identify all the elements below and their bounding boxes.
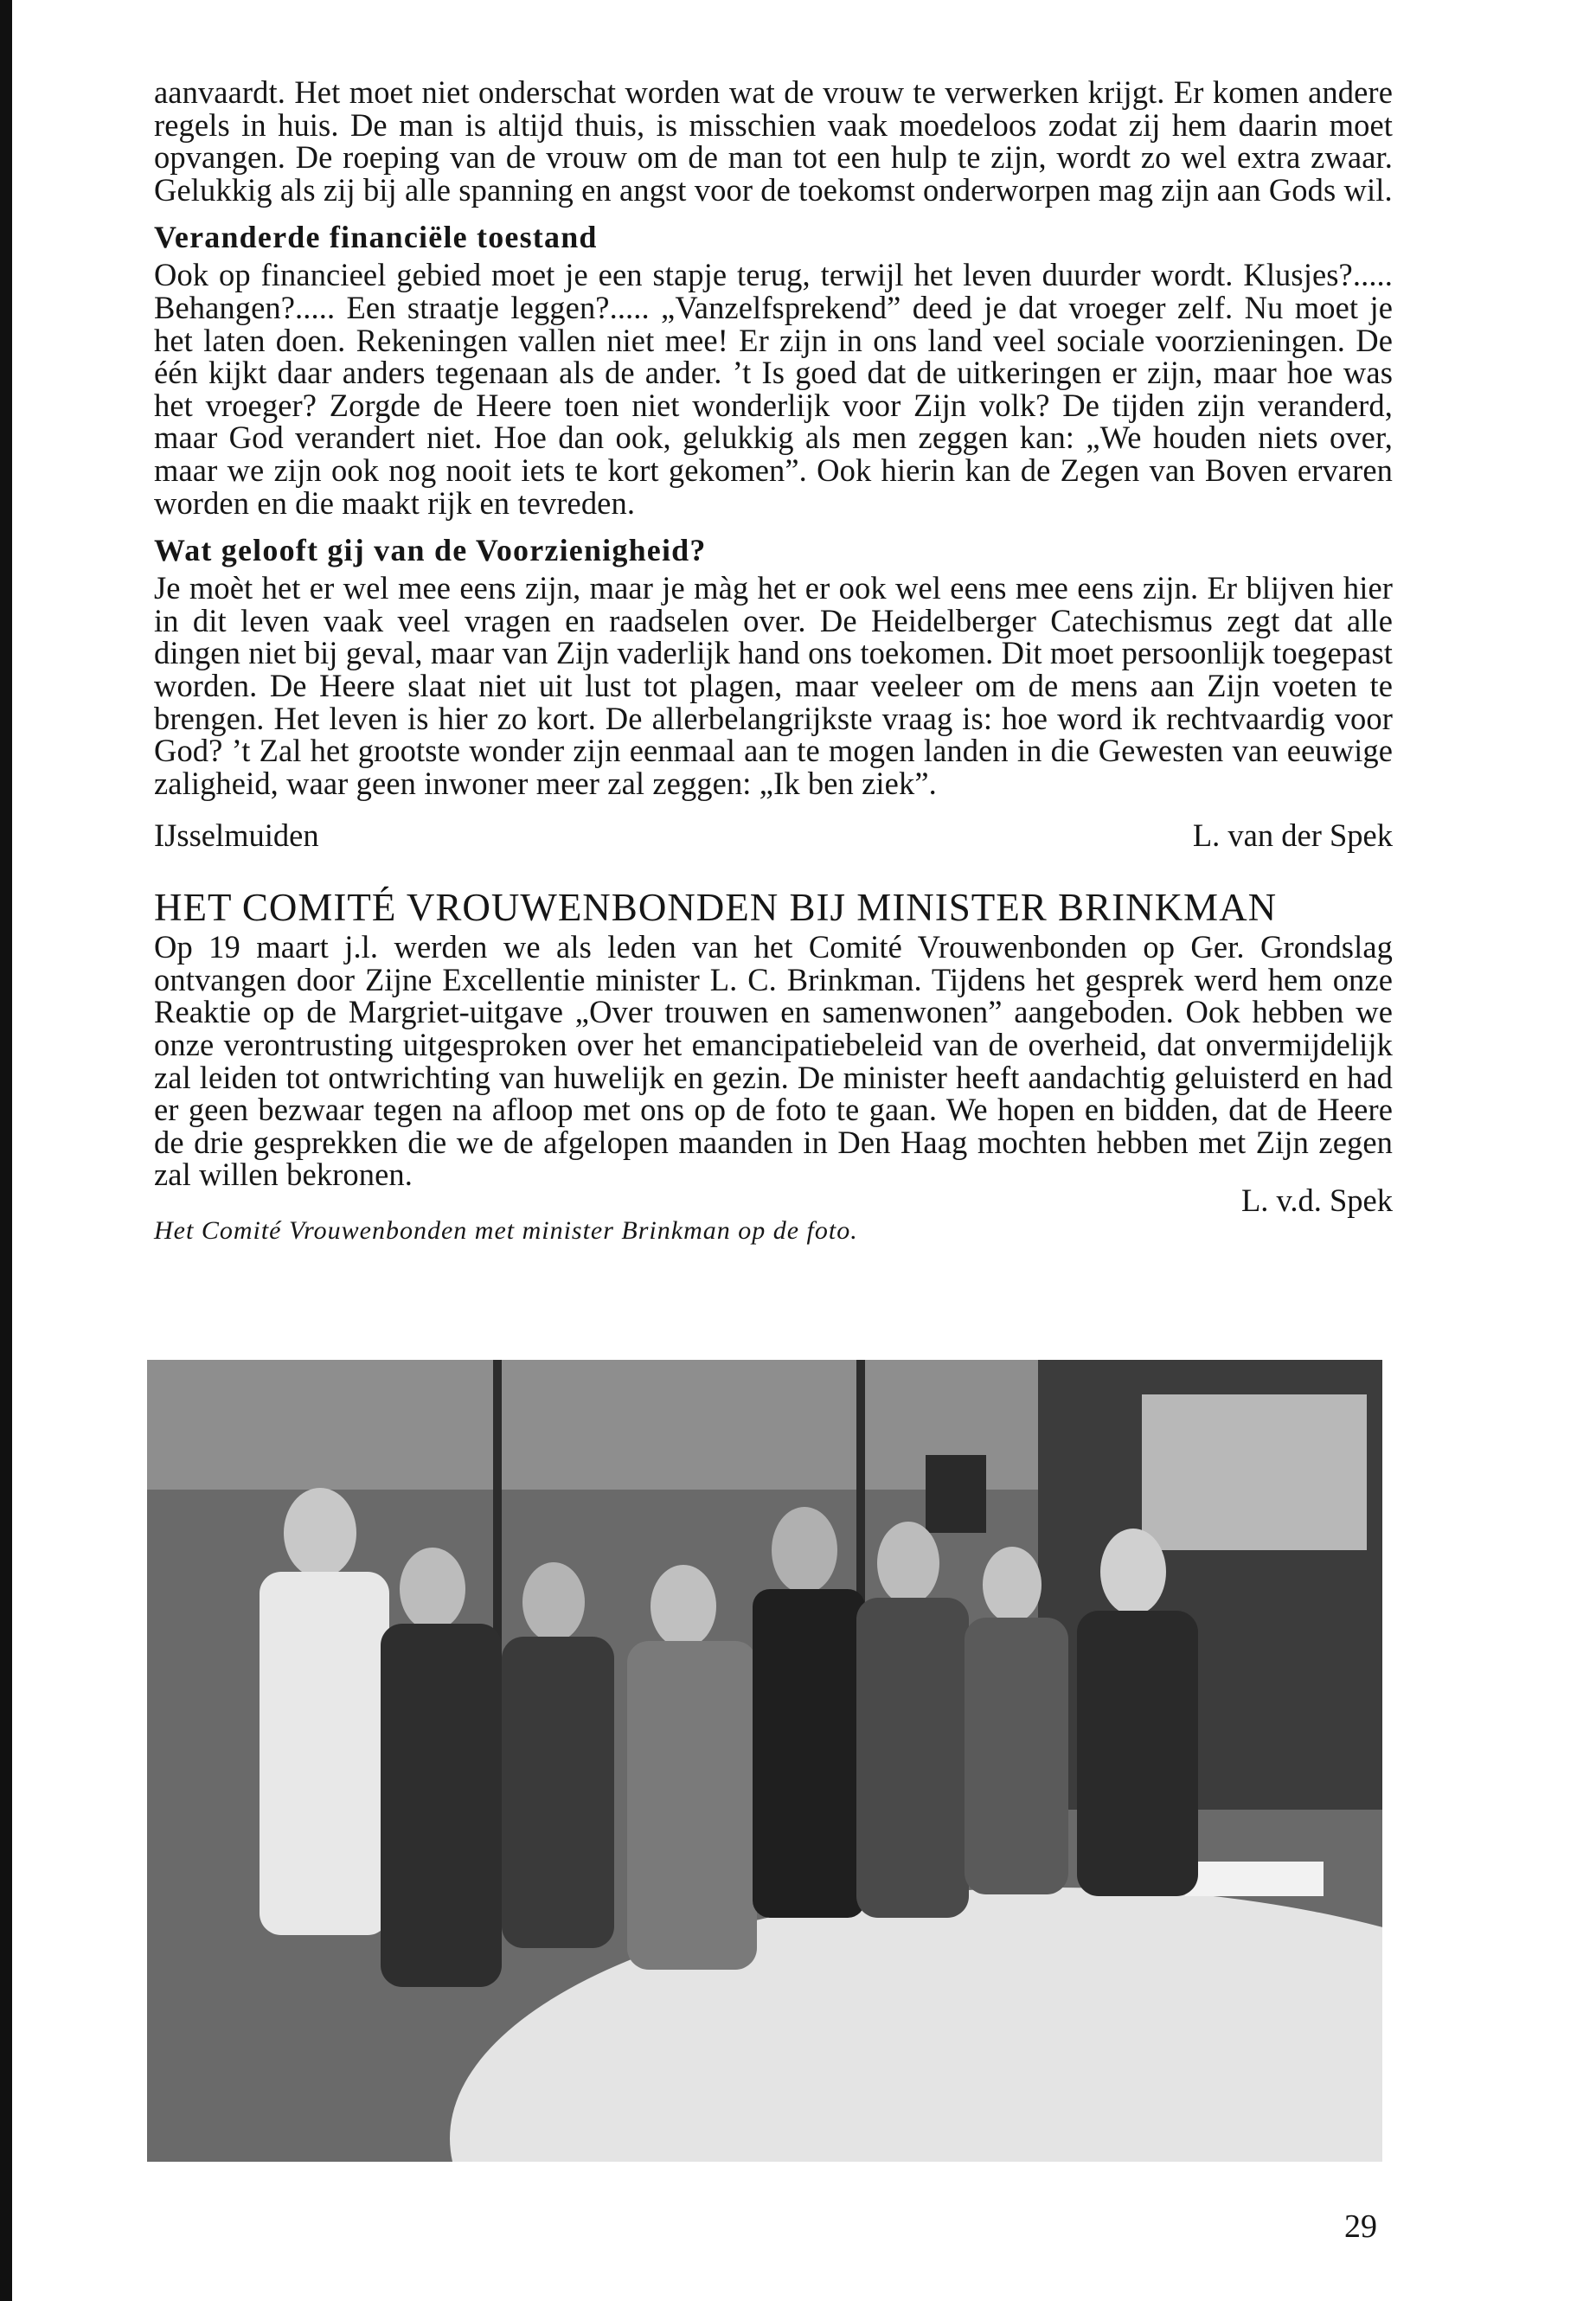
scan-edge [0,0,12,2301]
section-heading-providence: Wat gelooft gij van de Voorzienigheid? [154,533,707,568]
page-number: 29 [1344,2208,1377,2245]
signature-place: IJsselmuiden [154,817,319,854]
section-text-financial: Ook op financieel gebied moet je een stapje terug, terwijl het leven duurder wordt. Klusjes?..... Behangen?..... Een straatje leggen?..... „Vanzelfsprekend” deed je dat vroeger zelf. Nu moet je het laten doen. Rekeningen vallen niet mee! Er zijn in ons land veel sociale voorzieningen. De één kijkt daar anders tegenaan als de ander. ’t Is goed dat de uitkeringen er zijn, maar hoe was het vroeger? Zorgde de Heere toen niet wonderlijk voor Zijn volk? De tijden zijn veranderd, maar God verandert niet. Hoe dan ook, gelukkig als men zeggen kan: „We houden niets over, maar we zijn ook nog nooit iets te kort gekomen”. Ook hierin kan de Zegen van Boven ervaren worden en die maakt rijk en tevreden. [154,257,1393,521]
photo-caption: Het Comité Vrouwenbonden met minister Brinkman op de foto. [154,1216,858,1246]
page-content [154,76,1393,1247]
group-photo [147,1360,1382,2162]
signature-row [154,818,1393,853]
article-title: HET COMITÉ VROUWENBONDEN BIJ MINISTER BRINKMAN [154,886,1278,930]
section-text-providence: Je moèt het er wel mee eens zijn, maar je màg het er ook wel eens mee eens zijn. Er blijven hier in dit leven vaak veel vragen en raadselen over. De Heidelberger Catechismus zegt dat alle dingen niet bij geval, maar van Zijn vaderlijk hand ons toekomen. Dit moet persoonlijk toegepast worden. De Heere slaat niet uit lust tot plagen, maar veeleer om de mens aan Zijn voeten te brengen. Het leven is hier zo kort. De allerbelangrijkste vraag is: hoe word ik rechtvaardig voor God? ’t Zal het grootste wonder zijn eenmaal aan te mogen landen in die Gewesten van eeuwige zaligheid, waar geen inwoner meer zal zeggen: „Ik ben ziek”. [154,570,1393,801]
article-text: Op 19 maart j.l. werden we als leden van het Comité Vrouwenbonden op Ger. Grondslag ontvangen door Zijne Excellentie minister L. C. Brinkman. Tijdens het gesprek werd hem onze Reaktie op de Margriet-uitgave „Over trouwen en samenwonen” aangeboden. Ook hebben we onze verontrusting uitgesproken over het emancipatiebeleid van de overheid, dat onvermijdelijk zal leiden tot ontwrichting van huwelijk en gezin. De minister heeft aandachtig geluisterd en had er geen bezwaar tegen na afloop met ons op de foto te gaan. We hopen en bidden, dat de Heere de drie gesprekken die we de afgelopen maanden in Den Haag mochten hebben met Zijn zegen zal willen bekronen. [154,929,1393,1193]
group-photo-illustration [147,1360,1382,2162]
article-signature: L. v.d. Spek [1240,1183,1393,1219]
section-heading-financial: Veranderde financiële toestand [154,220,598,255]
signature-author: L. van der Spek [1192,817,1393,854]
intro-paragraph: aanvaardt. Het moet niet onderschat worden wat de vrouw te verwerken krijgt. Er komen andere regels in huis. De man is altijd thuis, is misschien vaak moedeloos zodat zij hem daarin moet opvangen. De roeping van de vrouw om de man tot een hulp te zijn, wordt zo wel extra zwaar. Gelukkig als zij bij alle spanning en angst voor de toekomst onderworpen mag zijn aan Gods wil. [154,74,1393,208]
